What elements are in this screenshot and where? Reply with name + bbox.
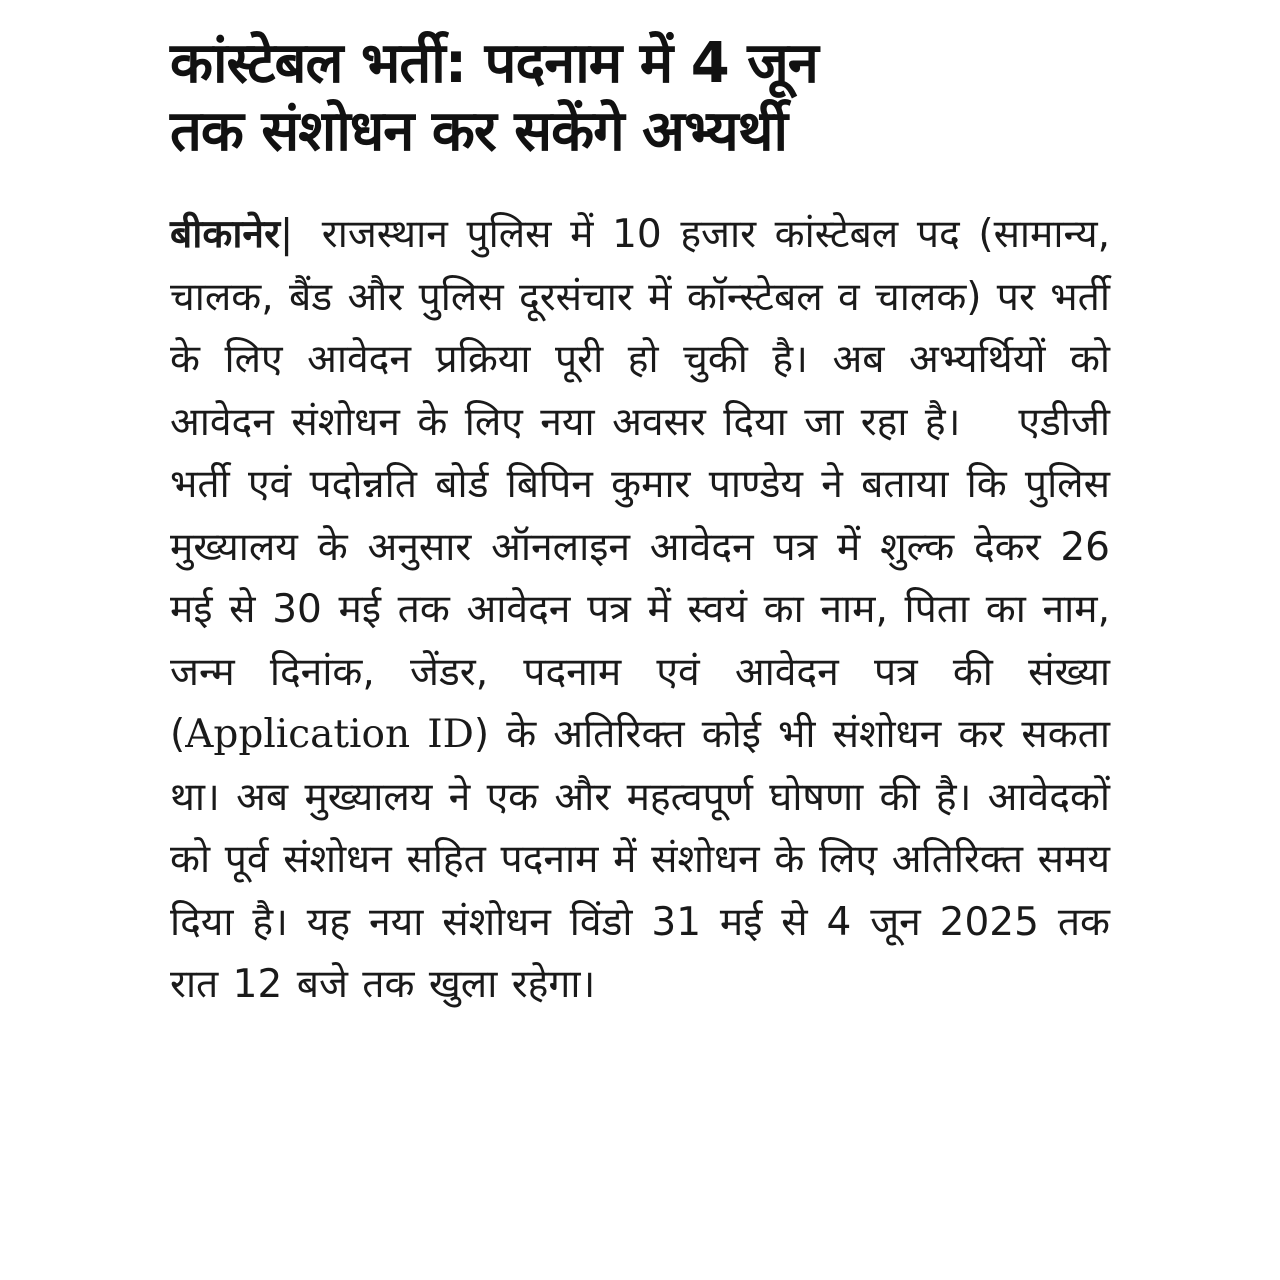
- dateline-separator: |: [280, 212, 294, 257]
- paragraph-2-part-2: ) के अतिरिक्त कोई भी संशोधन कर सकता था। अब मुख्यालय ने एक और महत्वपूर्ण घोषणा की है। आवेदकों को पूर्व संशोधन सहित पदनाम में संशोधन के लिए अतिरिक्त समय दिया है। यह नया संशोधन विंडो 31 मई से 4 जून 2025 तक रात 12 बजे तक खुला रहेगा।: [170, 712, 1110, 1007]
- headline-line-1: कांस्टेबल भर्ती: पदनाम में 4 जून: [170, 31, 818, 96]
- news-clipping: [170, 30, 1110, 1017]
- application-id-term: Application ID: [185, 712, 474, 757]
- article-body: [170, 204, 1110, 1017]
- dateline: बीकानेर: [170, 212, 281, 257]
- headline-line-2: तक संशोधन कर सकेंगे अभ्यर्थी: [170, 99, 788, 164]
- headline: [170, 30, 1110, 166]
- paragraph-1: राजस्थान पुलिस में 10 हजार कांस्टेबल पद (सामान्य, चालक, बैंड और पुलिस दूरसंचार में कॉन्स्टेबल व चालक) पर भर्ती के लिए आवेदन प्रक्रिया पूरी हो चुकी है। अब अभ्यर्थियों को आवेदन संशोधन के लिए नया अवसर दिया जा रहा है।: [170, 212, 1110, 445]
- paragraph-2-part-1: एडीजी भर्ती एवं पदोन्नति बोर्ड बिपिन कुमार पाण्डेय ने बताया कि पुलिस मुख्यालय के अनुसार ऑनलाइन आवेदन पत्र में शुल्क देकर 26 मई से 30 मई तक आवेदन पत्र में स्वयं का नाम, पिता का नाम, जन्म दिनांक, जेंडर, पदनाम एवं आवेदन पत्र की संख्या (: [170, 399, 1110, 757]
